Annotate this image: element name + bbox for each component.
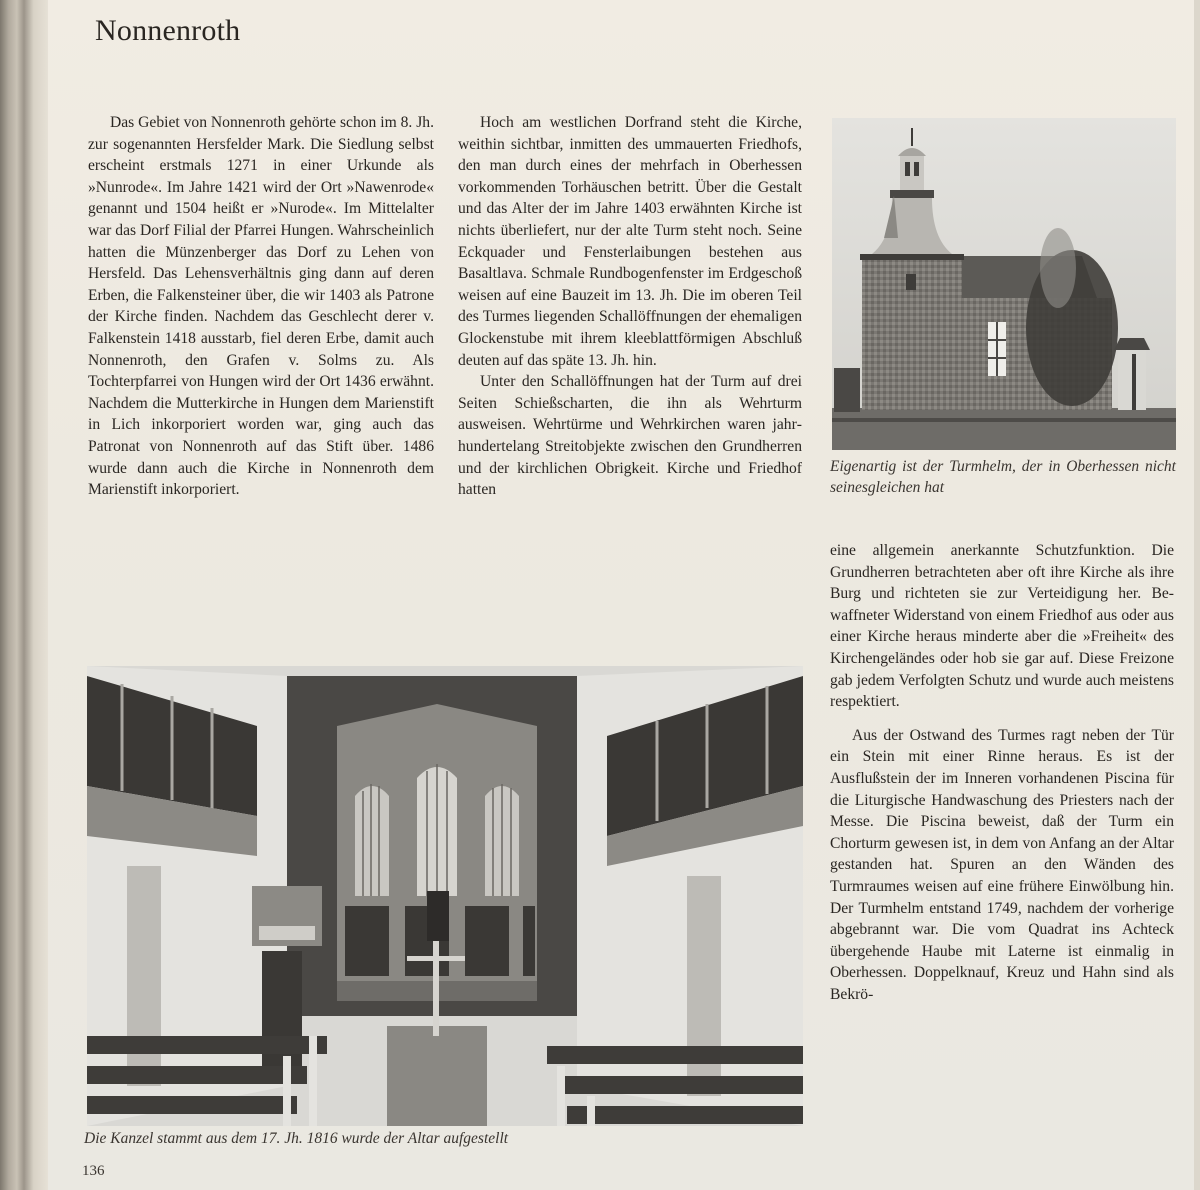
church-interior-illustration [87,666,803,1126]
paragraph: Hoch am westlichen Dorfrand steht die Kirche, weithin sichtbar, inmitten des ummauerten Friedhofs, den man durch eines der mehrfach in Oberhessen vorkommenden Torhäuschen betritt. Über die Gestalt und das Alter der im Jahre 1403 erwähnten Kirche ist nichts überliefert, nur der alte Turm steht noch. Seine Eckquader und Fensterlaibungen bestehen aus Basaltlava. Schmale Rundbogenfenster im Erdgeschoß weisen auf eine Bauzeit im 13. Jh. Die im oberen Teil des Turmes liegenden Schallöffnungen der ehemaligen Glockenstube mit ihrem kleeblattförmigen Abschluß deuten auf das späte 13. Jh. hin. [458,114,802,369]
paragraph: Unter den Schallöffnungen hat der Turm auf drei Seiten Schießscharten, die ihn als Wehrturm ausweisen. Wehrtürme und Wehrkirchen waren jahrhundertelang Streitobjekte zwischen den Grundherren und der kirchlichen Obrigkeit. Kirche und Friedhof hatten [458,373,802,499]
page-title: Nonnenroth [95,14,241,47]
paragraph: Aus der Ostwand des Turmes ragt neben der Tür ein Stein mit einer Rinne heraus. Es ist der Ausflußstein der im Inneren vorhandenen Piscina für die Liturgische Handwaschung des Priesters nach der Messe. Die Piscina beweist, daß der Turm ein Chorturm gewesen ist, in dem von Anfang an der Altar gestanden hat. Spuren an den Wänden des Turmraumes weisen auf eine frühere Einwölbung hin. Der Turmhelm entstand 1749, nachdem der vorherige abgebrannt war. Die vom Quadrat ins Achteck übergehende Haube mit Laterne ist einmalig in Oberhessen. Doppelknauf, Kreuz und Hahn sind als Bekrö- [830,726,1174,1003]
page-number: 136 [82,1163,105,1179]
church-interior-caption: Die Kanzel stammt aus dem 17. Jh. 1816 wurde der Altar aufgestellt [84,1130,509,1147]
text-column-1 [88,112,434,501]
church-exterior-illustration [832,118,1176,450]
paragraph: Das Gebiet von Nonnenroth gehörte schon im 8. Jh. zur sogenannten Hersfelder Mark. Die Siedlung selbst erscheint erstmals 1271 in einer Urkunde als »Nunrode«. Im Jahre 1421 wird der Ort »Nawenrode« genannt und 1504 heißt er »Nurode«. Im Mittelalter war das Dorf Filial der Pfarrei Hungen. Wahrscheinlich hatten die Münzenberger das Dorf zu Lehen von Hersfeld. Das Lehensverhältnis ging dann auf deren Erben, die Falkensteiner über, die wir 1403 als Patrone der Kirche finden. Nachdem das Geschlecht derer v. Falkenstein 1418 ausstarb, fiel deren Erbe, damit auch Nonnenroth, den Grafen v. Solms zu. Als Tochterpfarrei von Hungen wird der Ort 1436 erwähnt. Nachdem die Mutterkirche in Hungen dem Marienstift in Lich inkorporiert worden war, ging auch das Patronat von Nonnenroth auf das Stift über. 1486 wurde dann auch die Kirche in Nonnenroth dem Marienstift inkorporiert. [88,114,434,499]
church-exterior-caption: Eigenartig ist der Turmhelm, der in Oberhessen nicht seinesgleichen hat [830,458,1176,496]
church-exterior-photo [832,118,1176,450]
church-interior-photo [87,666,803,1126]
text-column-2 [458,112,802,501]
text-column-3 [830,540,1174,1005]
paragraph: eine allgemein anerkannte Schutzfunktion. Die Grundherren betrachteten aber oft ihre Kirche als ihre Burg und richteten sie zur Verteidigung her. Bewaffneter Widerstand von einem Friedhof aus oder aus einer Kirche heraus minderte aber die »Freiheit« des Kirchengeländes oder hob sie gar auf. Diese Freizone gab jedem Verfolgten Schutz und wurde auch meistens respektiert. [830,542,1174,711]
page-edge [1194,0,1200,1190]
book-spine-shadow [0,0,48,1190]
